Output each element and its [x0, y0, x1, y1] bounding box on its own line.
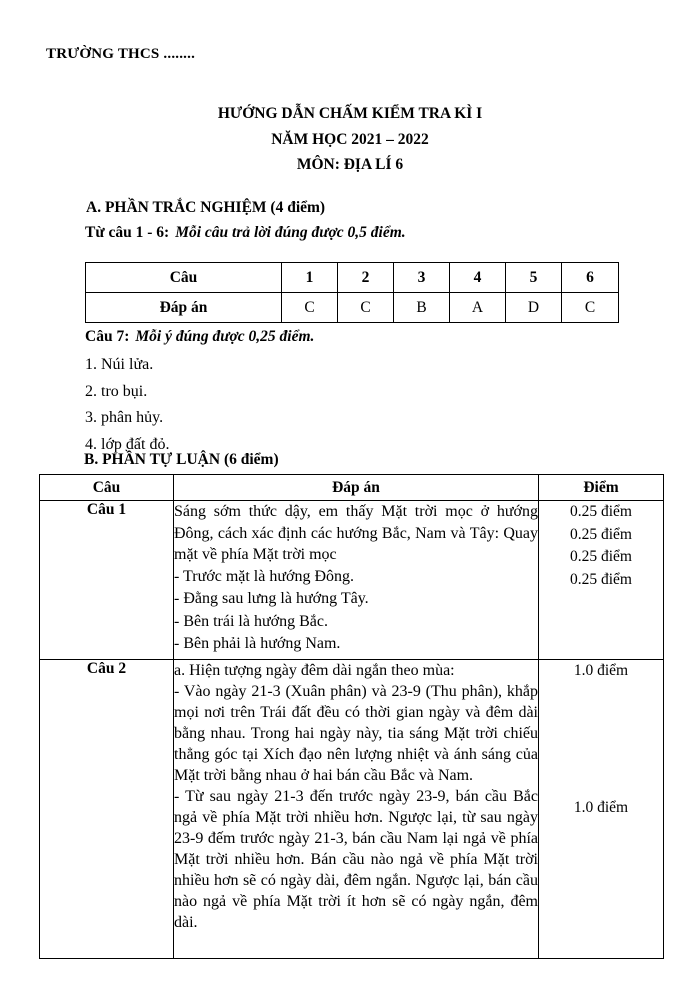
q7-note	[85, 328, 314, 346]
question-cell-q1: Câu 1	[40, 501, 174, 660]
essay-col-header-answer: Đáp án	[174, 475, 539, 501]
exam-title: HƯỚNG DẪN CHẤM KIỂM TRA KÌ I	[217, 105, 483, 122]
school-name: TRƯỜNG THCS ........	[46, 46, 196, 62]
q1-answer-intro: Sáng sớm thức dậy, em thấy Mặt trời mọc ở hướng Đông, cách xác định các hướng Bắc, Nam và Tây: Quay mặt về phía Mặt trời mọc	[174, 503, 538, 563]
q1-answer-line: - Đằng sau lưng là hướng Tây.	[174, 590, 369, 607]
mc-answer-value: A	[450, 293, 506, 323]
question-range-note	[85, 224, 406, 242]
mc-question-number: 2	[338, 263, 394, 293]
answer-cell-q1	[174, 501, 539, 660]
score-value: 1.0 điểm	[573, 662, 629, 679]
document-title-block	[0, 101, 700, 178]
q7-scoring: Mỗi ý đúng được 0,25 điểm.	[135, 328, 315, 345]
essay-answer-table	[39, 474, 664, 959]
mc-question-number: 5	[506, 263, 562, 293]
academic-year: NĂM HỌC 2021 – 2022	[271, 130, 429, 148]
q1-answer-line: - Bên phải là hướng Nam.	[174, 635, 341, 652]
mc-answer-value: C	[282, 293, 338, 323]
mc-question-number: 1	[282, 263, 338, 293]
mc-question-number: 4	[450, 263, 506, 293]
q7-answer-list	[85, 352, 169, 459]
mc-answer-value: B	[394, 293, 450, 323]
mc-answer-value: C	[338, 293, 394, 323]
mc-answer-value: C	[562, 293, 619, 323]
q7-answer-item: 4. lớp đất đỏ.	[85, 436, 170, 454]
q7-label: Câu 7:	[85, 328, 130, 345]
score-value: 0.25 điểm	[570, 525, 632, 543]
question-range-label: Từ câu 1 - 6:	[85, 224, 170, 241]
q2-answer-paragraph: - Từ sau ngày 21-3 đến trước ngày 23-9, bán cầu Bắc ngả về phía Mặt trời nhiều hơn. Ngược lại, từ sau ngày 23-9 đếm trước ngày 21-3, bán cầu Nam lại ngả về phía Mặt trời nhiều hơn. Bán cầu nào ngả về phía Mặt trời nhiều hơn sẽ có ngày dài, đêm ngắn. Ngược lại, bán cầu nào ngả về phía Mặt trời ít hơn sẽ có ngày ngắn, đêm dài.	[174, 788, 538, 931]
score-value: 0.25 điểm	[570, 548, 632, 565]
mc-question-number: 6	[562, 263, 619, 293]
score-value: 1.0 điểm	[573, 799, 629, 816]
answer-cell-q2	[174, 660, 539, 959]
q2-answer-paragraph: - Vào ngày 21-3 (Xuân phân) và 23-9 (Thu phân), khắp mọi nơi trên Trái đất đều có thời gian ngày và đêm dài bằng nhau. Trong hai ngày này, tia sáng Mặt trời chiếu thẳng góc tại Xích đạo nên lượng nhiệt và ánh sáng của Mặt trời bằng nhau ở hai bán cầu Bắc và Nam.	[174, 683, 538, 784]
mc-answer-row-label: Đáp án	[86, 293, 282, 323]
score-value: 0.25 điểm	[570, 503, 632, 520]
q7-answer-item: 1. Núi lửa.	[85, 356, 154, 373]
mc-answer-row	[86, 293, 619, 323]
q2-answer-paragraph: a. Hiện tượng ngày đêm dài ngắn theo mùa:	[174, 662, 455, 679]
section-b-heading: B. PHẦN TỰ LUẬN (6 điểm)	[84, 451, 279, 468]
essay-table-header-row	[40, 475, 664, 501]
score-value: 0.25 điểm	[570, 570, 632, 588]
score-cell-q1	[539, 501, 664, 660]
mc-answer-value: D	[506, 293, 562, 323]
mc-question-row-label: Câu	[86, 263, 282, 293]
q7-answer-item: 3. phân hủy.	[85, 409, 164, 427]
question-cell-q2: Câu 2	[40, 660, 174, 959]
score-cell-q2	[539, 660, 664, 959]
question-range-scoring: Mỗi câu trả lời đúng được 0,5 điểm.	[175, 224, 406, 241]
essay-col-header-score: Điểm	[539, 475, 664, 501]
subject-title: MÔN: ĐỊA LÍ 6	[296, 156, 404, 173]
q1-answer-line: - Bên trái là hướng Bắc.	[174, 612, 328, 630]
q7-answer-item: 2. tro bụi.	[85, 382, 148, 400]
essay-row-q1	[40, 501, 664, 660]
mc-question-number: 3	[394, 263, 450, 293]
mc-question-row	[86, 263, 619, 293]
mc-answer-table	[85, 262, 619, 323]
section-a-heading: A. PHẦN TRẮC NGHIỆM (4 điểm)	[86, 199, 326, 216]
q1-answer-line: - Trước mặt là hướng Đông.	[174, 567, 355, 585]
essay-row-q2	[40, 660, 664, 959]
essay-col-header-question: Câu	[40, 475, 174, 501]
